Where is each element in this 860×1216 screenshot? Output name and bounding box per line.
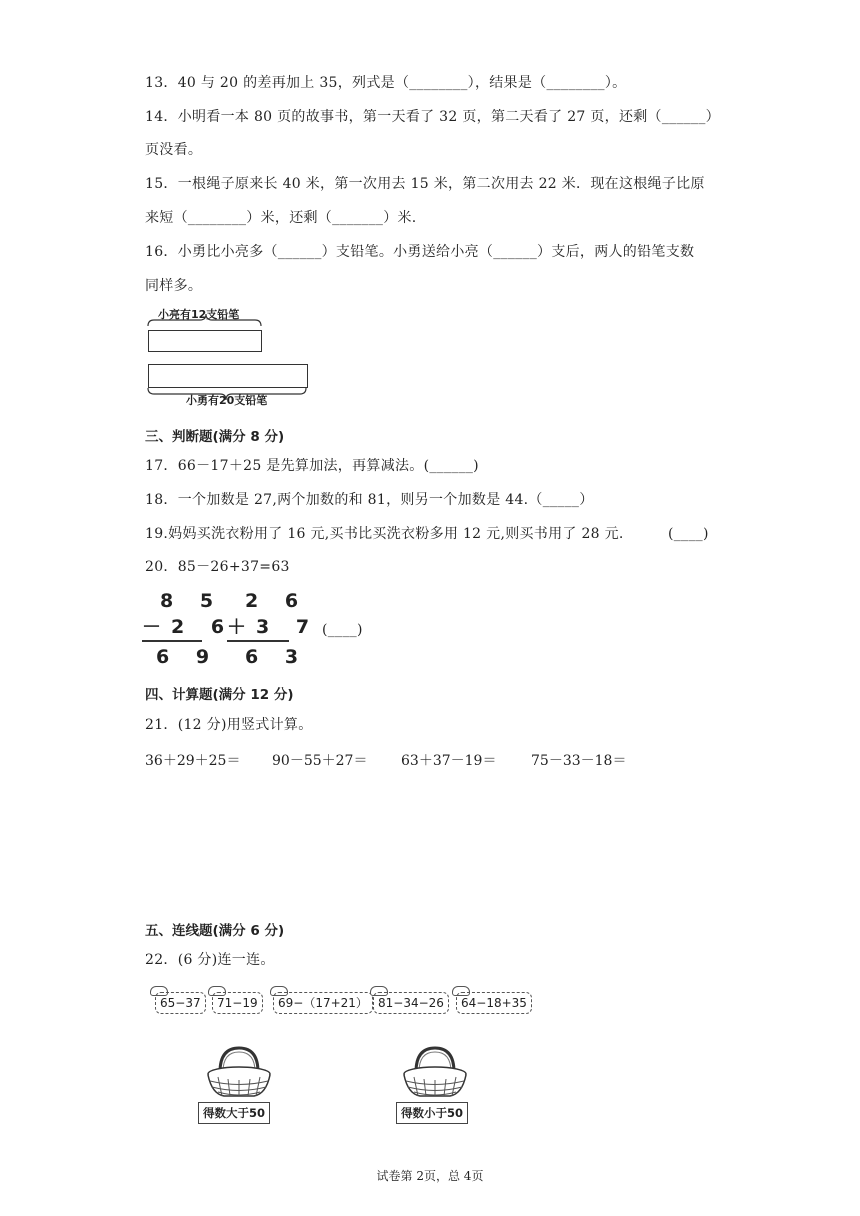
section-4-heading: 四、计算题(满分 12 分) [145, 687, 294, 703]
question-16-line2: 同样多。 [145, 278, 203, 294]
bread-expression-3[interactable]: 69−（17+21） [273, 992, 373, 1014]
question-19: 19.妈妈买洗衣粉用了 16 元,买书比买洗衣粉多用 12 元,则买书用了 28 元. [145, 526, 624, 542]
bread-expression-1[interactable]: 65−37 [155, 992, 206, 1014]
vertical1-rule [142, 640, 202, 642]
question-20: 20．85－26+37=63 [145, 559, 290, 575]
vertical-addition [227, 588, 319, 670]
question-16-line1: 16．小勇比小亮多（______）支铅笔。小勇送给小亮（______）支后，两人的铅笔支数 [145, 244, 695, 260]
question-13: 13．40 与 20 的差再加上 35，列式是（________），结果是（________）。 [145, 75, 627, 91]
basket-icon [204, 1044, 274, 1102]
basket-label-greater[interactable]: 得数大于50 [198, 1102, 270, 1124]
vertical1-row2: －2 6 [142, 616, 235, 638]
question-19-blank: (____) [668, 526, 709, 542]
question-17: 17．66－17＋25 是先算加法，再算减法。(______) [145, 458, 479, 474]
vertical2-rule [227, 640, 289, 642]
calc-expression-3: 63＋37－19＝ [401, 753, 497, 769]
vertical1-row3: 6 9 [156, 646, 220, 668]
question-21: 21．(12 分)用竖式计算。 [145, 717, 313, 733]
question-18: 18．一个加数是 27,两个加数的和 81，则另一个加数是 44.（_____） [145, 492, 594, 508]
question-14-line2: 页没看。 [145, 142, 203, 158]
vertical-subtraction [142, 588, 234, 670]
xiaoliang-bar [148, 330, 262, 352]
calc-expression-4: 75－33－18＝ [531, 753, 627, 769]
pencil-comparison-diagram [140, 300, 320, 410]
diagram-bottom-label: 小勇有20支铅笔 [186, 394, 268, 407]
basket-icon [400, 1044, 470, 1102]
section-5-heading: 五、连线题(满分 6 分) [145, 923, 285, 939]
question-15-line1: 15．一根绳子原来长 40 米，第一次用去 15 米，第二次用去 22 米．现在这根绳子比原 [145, 176, 705, 192]
question-14-line1: 14．小明看一本 80 页的故事书，第一天看了 32 页，第二天看了 27 页，还剩（______） [145, 109, 720, 125]
vertical1-row1: 8 5 [160, 590, 224, 612]
section-3-heading: 三、判断题(满分 8 分) [145, 429, 285, 445]
question-15-line2: 来短（________）米，还剩（_______）米. [145, 210, 417, 226]
question-22: 22．(6 分)连一连。 [145, 952, 275, 968]
bread-expression-5[interactable]: 64−18+35 [456, 992, 532, 1014]
calc-expression-1: 36＋29＋25＝ [145, 753, 241, 769]
vertical2-row3: 6 3 [245, 646, 309, 668]
question-20-blank: (____) [322, 622, 363, 638]
bread-expression-4[interactable]: 81−34−26 [373, 992, 449, 1014]
xiaoyong-bar [148, 364, 308, 388]
calc-expression-2: 90－55＋27＝ [272, 753, 368, 769]
basket-label-less[interactable]: 得数小于50 [396, 1102, 468, 1124]
bread-expression-2[interactable]: 71−19 [212, 992, 263, 1014]
vertical2-row1: 2 6 [245, 590, 309, 612]
vertical2-row2: ＋3 7 [227, 616, 320, 638]
diagram-top-label: 小亮有12支铅笔 [158, 308, 240, 321]
page-footer: 试卷第 2页，总 4页 [376, 1169, 484, 1183]
